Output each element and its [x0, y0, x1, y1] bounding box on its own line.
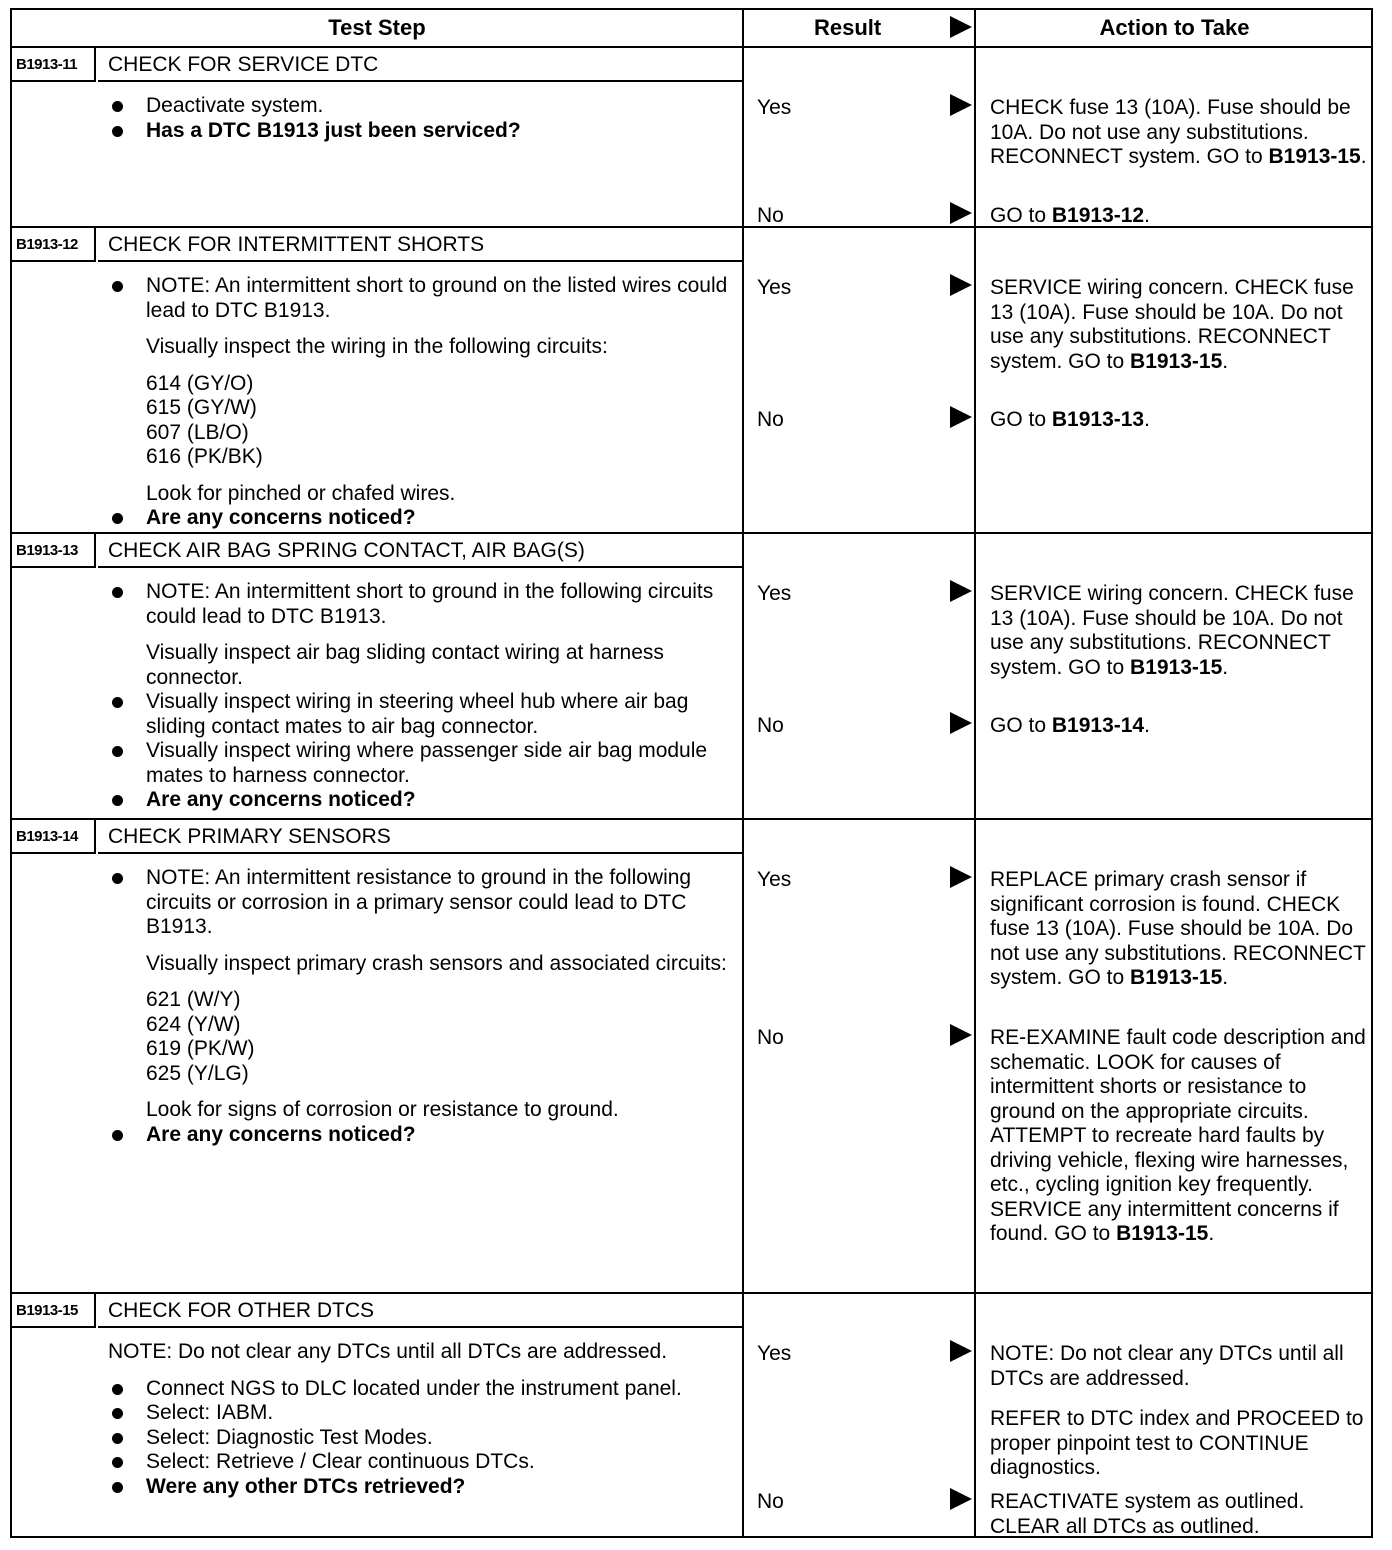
- step-id: B1913-12: [12, 228, 96, 262]
- step-body: [108, 580, 744, 813]
- bullet-icon: [112, 1433, 123, 1444]
- result-arrow-icon: [950, 1340, 972, 1362]
- bullet-icon: [112, 126, 123, 137]
- result-no: No: [757, 1490, 784, 1513]
- action-yes: CHECK fuse 13 (10A). Fuse should be 10A. Do not use any substitutions. RECONNECT system. GO to B1913-15.: [990, 96, 1367, 168]
- list-item-question: Are any concerns noticed?: [108, 506, 744, 531]
- bullet-icon: [112, 513, 123, 524]
- result-arrow-icon: [950, 274, 972, 296]
- step-title: CHECK PRIMARY SENSORS: [98, 820, 743, 854]
- circuit-line: 624 (Y/W): [146, 1012, 241, 1036]
- action-yes: SERVICE wiring concern. CHECK fuse 13 (10A). Fuse should be 10A. Do not use any substitutions. RECONNECT system. GO to B1913-15.: [990, 582, 1354, 679]
- step-section: [12, 48, 1371, 226]
- action-no: GO to B1913-12.: [990, 204, 1150, 227]
- result-arrow-icon: [950, 1488, 972, 1510]
- bullet-icon: [112, 101, 123, 112]
- list-item: NOTE: An intermittent short to ground in the following circuits could lead to DTC B1913.: [108, 580, 744, 629]
- list-item-question: Were any other DTCs retrieved?: [108, 1475, 744, 1500]
- circuit-line: 607 (LB/O): [146, 420, 249, 444]
- bullet-icon: [112, 697, 123, 708]
- step-id: B1913-13: [12, 534, 96, 568]
- action-no: REACTIVATE system as outlined. CLEAR all DTCs as outlined.: [990, 1490, 1305, 1538]
- circuit-line: 616 (PK/BK): [146, 445, 263, 468]
- list-item-question: Are any concerns noticed?: [108, 1123, 744, 1148]
- list-item: Select: Retrieve / Clear continuous DTCs.: [108, 1450, 744, 1475]
- step-section: [12, 1294, 1371, 1538]
- bullet-icon: [112, 746, 123, 757]
- step-body: [108, 1340, 744, 1499]
- list-item: Connect NGS to DLC located under the instrument panel.: [108, 1377, 744, 1402]
- result-no: No: [757, 204, 784, 227]
- result-arrow-icon: [950, 94, 972, 116]
- list-text: Visually inspect the wiring in the following circuits:: [146, 335, 608, 358]
- result-arrow-icon: [950, 866, 972, 888]
- list-item: Visually inspect wiring in steering wheel hub where air bag sliding contact mates to air bag connector.: [108, 690, 744, 739]
- result-arrow-icon: [950, 580, 972, 602]
- result-arrow-icon: [950, 1024, 972, 1046]
- circuit-line: 625 (Y/LG): [146, 1061, 249, 1085]
- step-section: [12, 820, 1371, 1292]
- list-item: NOTE: An intermittent resistance to ground in the following circuits or corrosion in a primary sensor could lead to DTC B1913.: [108, 866, 744, 940]
- circuit-line: 621 (W/Y): [146, 988, 241, 1011]
- list-text: Look for pinched or chafed wires.: [146, 481, 456, 505]
- list-item: Select: IABM.: [108, 1401, 744, 1426]
- result-yes: Yes: [757, 96, 792, 119]
- result-no: No: [757, 714, 784, 737]
- bullet-icon: [112, 795, 123, 806]
- step-id: B1913-14: [12, 820, 96, 854]
- diagnostic-table: [10, 8, 1373, 1538]
- list-text: Look for signs of corrosion or resistance to ground.: [146, 1098, 619, 1121]
- result-yes: Yes: [757, 582, 792, 605]
- result-yes: Yes: [757, 868, 792, 891]
- bullet-icon: [112, 281, 123, 292]
- action-yes: SERVICE wiring concern. CHECK fuse 13 (10A). Fuse should be 10A. Do not use any substitutions. RECONNECT system. GO to B1913-15.: [990, 276, 1354, 373]
- bullet-icon: [112, 587, 123, 598]
- action-no: GO to B1913-14.: [990, 714, 1150, 737]
- step-title: CHECK AIR BAG SPRING CONTACT, AIR BAG(S): [98, 534, 743, 568]
- result-no: No: [757, 408, 784, 431]
- step-note: NOTE: Do not clear any DTCs until all DTCs are addressed.: [108, 1340, 668, 1363]
- circuit-line: 619 (PK/W): [146, 1037, 255, 1060]
- list-item-question: Has a DTC B1913 just been serviced?: [108, 119, 744, 144]
- step-body: [108, 94, 744, 143]
- result-arrow-icon: [950, 202, 972, 224]
- step-id: B1913-15: [12, 1294, 96, 1328]
- step-body: [108, 274, 744, 531]
- action-yes: [990, 1342, 1370, 1481]
- result-no: No: [757, 1026, 784, 1049]
- bullet-icon: [112, 873, 123, 884]
- action-no: RE-EXAMINE fault code description and schematic. LOOK for causes of intermittent shorts or resistance to ground on the appropriate circuits. ATTEMPT to recreate hard faults by driving vehicle, flexing wire harnesses, etc., cycling ignition key frequently. SERVICE any intermittent concerns if found. GO to B1913-15.: [990, 1026, 1366, 1245]
- step-title: CHECK FOR OTHER DTCS: [98, 1294, 743, 1328]
- action-yes: REPLACE primary crash sensor if significant corrosion is found. CHECK fuse 13 (10A). Fuse should be 10A. Do not use any substitutions. RECONNECT system. GO to B1913-15.: [990, 868, 1366, 989]
- result-yes: Yes: [757, 1342, 792, 1365]
- bullet-icon: [112, 1408, 123, 1419]
- bullet-icon: [112, 1384, 123, 1395]
- step-body: [108, 866, 744, 1147]
- result-arrow-icon: [950, 406, 972, 428]
- bullet-icon: [112, 1457, 123, 1468]
- result-yes: Yes: [757, 276, 792, 299]
- action-no: GO to B1913-13.: [990, 408, 1150, 431]
- step-title: CHECK FOR SERVICE DTC: [98, 48, 743, 82]
- list-text: Visually inspect primary crash sensors and associated circuits:: [146, 951, 727, 975]
- list-item: Select: Diagnostic Test Modes.: [108, 1426, 744, 1451]
- header-result: Result: [814, 15, 882, 40]
- action-text: REFER to DTC index and PROCEED to proper pinpoint test to CONTINUE diagnostics.: [990, 1407, 1364, 1479]
- result-arrow-icon: [950, 712, 972, 734]
- step-section: [12, 228, 1371, 532]
- action-note: NOTE: Do not clear any DTCs until all DTCs are addressed.: [990, 1342, 1344, 1390]
- list-item: Visually inspect wiring where passenger side air bag module mates to harness connector.: [108, 739, 744, 788]
- list-item: NOTE: An intermittent short to ground on the listed wires could lead to DTC B1913.: [108, 274, 744, 323]
- header-test-step: Test Step: [328, 15, 426, 40]
- list-item: Deactivate system.: [108, 94, 744, 119]
- header-arrow-icon: [950, 16, 972, 38]
- bullet-icon: [112, 1130, 123, 1141]
- list-item-question: Are any concerns noticed?: [108, 788, 744, 813]
- step-id: B1913-11: [12, 48, 96, 82]
- circuit-line: 614 (GY/O): [146, 371, 254, 395]
- circuit-line: 615 (GY/W): [146, 396, 257, 419]
- step-section: [12, 534, 1371, 818]
- list-text: Visually inspect air bag sliding contact wiring at harness connector.: [146, 641, 664, 689]
- header-action: Action to Take: [1099, 15, 1250, 40]
- bullet-icon: [112, 1482, 123, 1493]
- step-title: CHECK FOR INTERMITTENT SHORTS: [98, 228, 743, 262]
